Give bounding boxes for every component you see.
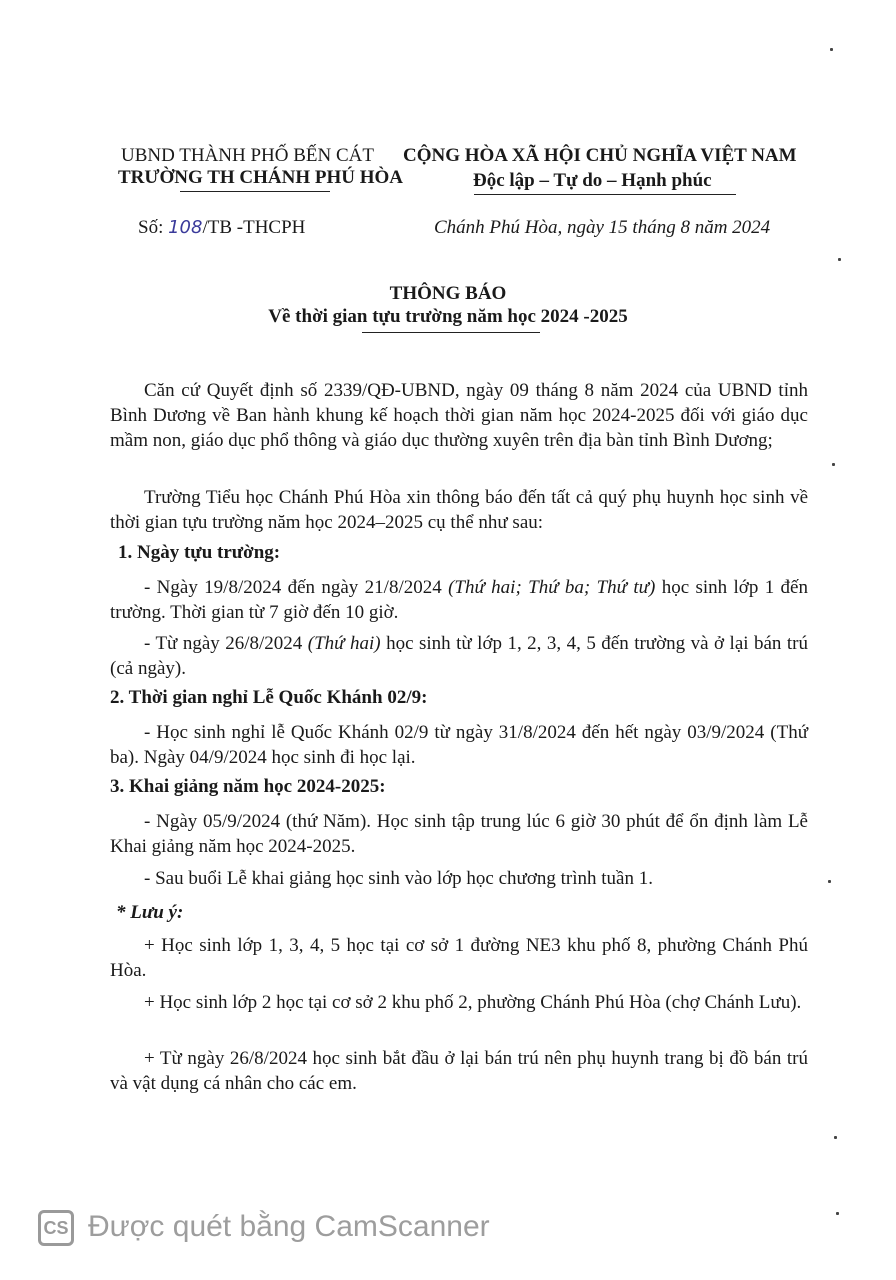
- title-underline: [362, 332, 540, 333]
- camscanner-watermark-text: Được quét bằng CamScanner: [88, 1210, 490, 1243]
- section-3-item-1: - Ngày 05/9/2024 (thứ Năm). Học sinh tập trung lúc 6 giờ 30 phút để ổn định làm Lễ Khai giảng năm học 2024-2025.: [110, 811, 808, 857]
- header-right-underline: [474, 194, 736, 195]
- header-right-republic: CỘNG HÒA XÃ HỘI CHỦ NGHĨA VIỆT NAM: [403, 145, 797, 166]
- section-3-item-2: - Sau buổi Lễ khai giảng học sinh vào lớp học chương trình tuần 1.: [144, 868, 653, 889]
- scan-speck: [836, 1212, 839, 1215]
- note-heading: * Lưu ý:: [116, 902, 184, 923]
- s1-p2-text-a: - Từ ngày 26/8/2024: [144, 633, 308, 654]
- section-2-heading: 2. Thời gian nghỉ Lễ Quốc Khánh 02/9:: [110, 687, 428, 708]
- header-left-school: TRƯỜNG TH CHÁNH PHÚ HÒA: [118, 167, 404, 188]
- scan-speck: [828, 880, 831, 883]
- scan-speck: [832, 463, 835, 466]
- note-item-1: + Học sinh lớp 1, 3, 4, 5 học tại cơ sở 1 đường NE3 khu phố 8, phường Chánh Phú Hòa.: [110, 935, 808, 981]
- document-number: [138, 217, 305, 239]
- camscanner-logo-icon: CS: [38, 1210, 74, 1246]
- s1-p2-text-b: học sinh từ lớp 1, 2, 3, 4, 5 đến trường và ở lại bán trú (cả ngày).: [110, 633, 809, 679]
- section-1-item-1: [110, 575, 808, 625]
- notice-subtitle: Về thời gian tựu trường năm học 2024 -2025: [268, 306, 628, 327]
- note-item-2: + Học sinh lớp 2 học tại cơ sở 2 khu phố 2, phường Chánh Phú Hòa (chợ Chánh Lưu).: [144, 992, 802, 1013]
- s1-p2-days: (Thứ hai): [307, 633, 381, 654]
- document-number-handwritten: 108: [168, 217, 203, 238]
- note-item-3: + Từ ngày 26/8/2024 học sinh bắt đầu ở lại bán trú nên phụ huynh trang bị đồ bán trú và vật dụng cá nhân cho các em.: [110, 1048, 808, 1094]
- document-number-suffix: /TB -THCPH: [202, 217, 306, 238]
- s1-p1-text-a: - Ngày 19/8/2024 đến ngày 21/8/2024: [144, 577, 449, 598]
- paragraph-intro: Trường Tiểu học Chánh Phú Hòa xin thông báo đến tất cả quý phụ huynh học sinh về thời gian tựu trường năm học 2024–2025 cụ thể như sau:: [110, 487, 808, 533]
- notice-title: THÔNG BÁO: [389, 283, 507, 304]
- section-1-item-2: [110, 631, 808, 681]
- header-right-motto: Độc lập – Tự do – Hạnh phúc: [473, 170, 712, 191]
- scan-speck: [834, 1136, 837, 1139]
- header-left-underline: [180, 191, 330, 192]
- place-date: Chánh Phú Hòa, ngày 15 tháng 8 năm 2024: [434, 217, 771, 238]
- section-3-heading: 3. Khai giảng năm học 2024-2025:: [110, 776, 386, 797]
- header-left-org: UBND THÀNH PHỐ BẾN CÁT: [121, 145, 374, 166]
- section-2-item-1: - Học sinh nghỉ lễ Quốc Khánh 02/9 từ ngày 31/8/2024 đến hết ngày 03/9/2024 (Thứ ba). Ngày 04/9/2024 học sinh đi học lại.: [110, 722, 808, 768]
- scan-speck: [830, 48, 833, 51]
- section-1-heading: 1. Ngày tựu trường:: [118, 542, 281, 563]
- s1-p1-days: (Thứ hai; Thứ ba; Thứ tư): [448, 577, 656, 598]
- scan-speck: [838, 258, 841, 261]
- document-number-prefix: Số:: [138, 217, 164, 238]
- s1-p1-text-b: học sinh lớp 1 đến trường. Thời gian từ 7 giờ đến 10 giờ.: [110, 577, 808, 623]
- paragraph-basis: Căn cứ Quyết định số 2339/QĐ-UBND, ngày 09 tháng 8 năm 2024 của UBND tỉnh Bình Dương về Ban hành khung kế hoạch thời gian năm học 2024-2025 đối với giáo dục mầm non, giáo dục phổ thông và giáo dục thường xuyên trên địa bàn tỉnh Bình Dương;: [110, 380, 808, 451]
